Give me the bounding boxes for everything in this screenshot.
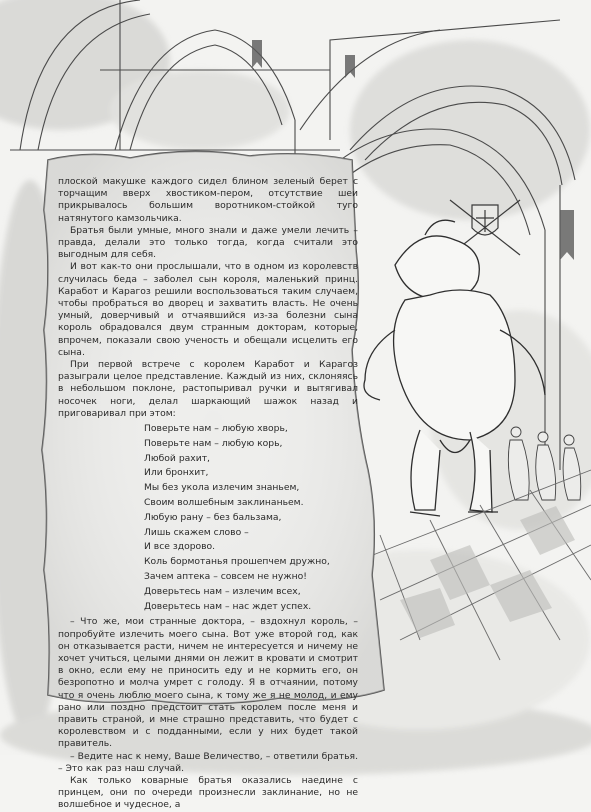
story-paragraph-5: – Что же, мои странные доктора, – вздохнул король, – попробуйте излечить моего сына. Вот уже второй год, как он отказывается расти, ничем не интересуется и ничему не хочет учиться, целыми днями он лежит в кровати и смотрит в окно, если ему не приносить еду и не кормить его, он безропотно и молча умрет с голоду. Я в отчаянии, потому что я очень люблю моего сына, к тому же я не молод, и ему рано или поздно предстоит стать королем после меня и править страной, и мне страшно представить, что будет с королевством и с подданными, если у них будет такой правитель. bbox=[58, 616, 358, 750]
story-paragraph-3: И вот как-то они прослышали, что в одном из королевств случилась беда – заболел сын короля, маленький принц. Каработ и Карагоз решили воспользоваться таким случаем, чтобы пробраться во дворец и захватить власть. Не очень умный, доверчивый и отчаявшийся из-за болезни сына король обрадовался двум странным докторам, которые, впрочем, показали свою ученость и обещали исцелить его сына. bbox=[58, 261, 358, 358]
verse-line: Доверьтесь нам – излечим всех, bbox=[144, 585, 301, 597]
verse-line: Своим волшебным заклинаньем. bbox=[144, 497, 304, 509]
story-paragraph-7: Как только коварные братья оказались наедине с принцем, они по очереди произнесли заклинание, но не волшебное и чудесное, а bbox=[58, 775, 358, 811]
doctors-rhyme bbox=[144, 422, 358, 614]
story-paragraph-2: Братья были умные, много знали и даже умели лечить – правда, делали это только тогда, когда считали это выгодным для себя. bbox=[58, 224, 358, 261]
verse-line: Мы без укола излечим знаньем, bbox=[144, 482, 300, 494]
verse-line: Или бронхит, bbox=[144, 467, 209, 479]
verse-line: Коль бормотанья прошепчем дружно, bbox=[144, 556, 330, 568]
story-paragraph-1: плоской макушке каждого сидел блином зеленый берет с торчащим вверх хвостиком-пером, отсутствие шеи прикрывалось большим воротником-стойкой туго натянутого камзольчика. bbox=[58, 176, 358, 224]
verse-line: Зачем аптека – совсем не нужно! bbox=[144, 571, 307, 583]
verse-line: Поверьте нам – любую хворь, bbox=[144, 423, 288, 435]
verse-line: Поверьте нам – любую корь, bbox=[144, 437, 283, 449]
verse-line: И все здорово. bbox=[144, 541, 216, 553]
verse-line: Доверьтесь нам – нас ждет успех. bbox=[144, 600, 312, 612]
story-paragraph-6: – Ведите нас к нему, Ваше Величество, – ответили братья. – Это как раз наш случай. bbox=[58, 750, 358, 774]
verse-line: Лишь скажем слово – bbox=[144, 526, 249, 538]
verse-line: Любую рану – без бальзама, bbox=[144, 511, 282, 523]
story-paragraph-4: При первой встрече с королем Каработ и Карагоз разыграли целое представление. Каждый из них, склоняясь в небольшом поклоне, растопыривал ручки и вытягивал носочек ноги, делал шаркающий шажок назад и приговаривал при этом: bbox=[58, 359, 358, 419]
verse-line: Любой рахит, bbox=[144, 452, 210, 464]
story-text bbox=[58, 176, 358, 812]
